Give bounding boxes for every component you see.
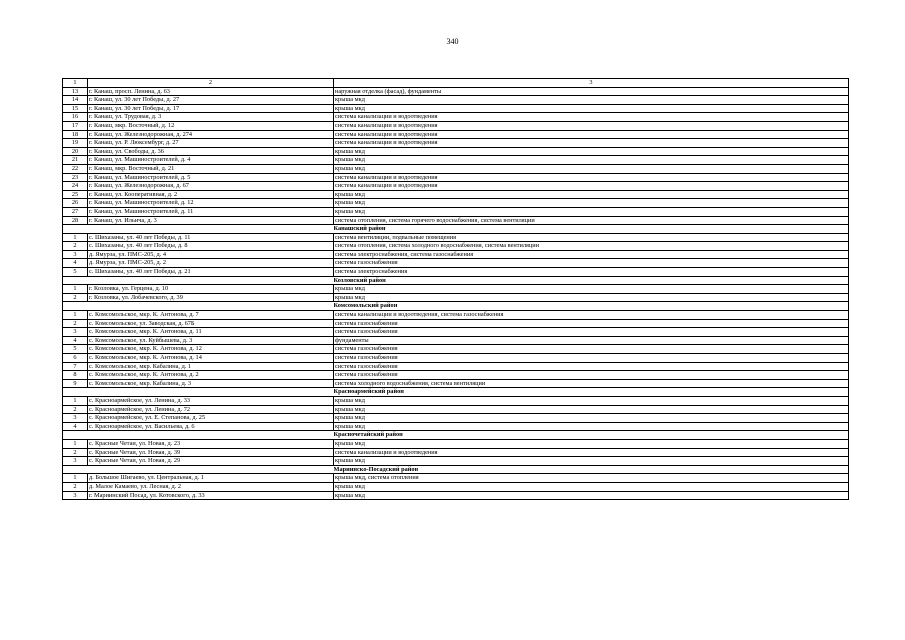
row-number: 13	[63, 87, 88, 96]
row-address: г. Канаш, ул. Машиностроителей, д. 12	[88, 199, 334, 208]
row-work-type: крыша мкд	[334, 96, 849, 105]
row-address: с. Красноармейское, ул. Васильева, д. 6	[88, 422, 334, 431]
table-row	[63, 268, 849, 277]
district-heading-spacer	[63, 465, 88, 474]
table-row	[63, 121, 849, 130]
row-address: с. Шихазаны, ул. 40 лет Победы, д. 8	[88, 242, 334, 251]
row-work-type: система газоснабжения	[334, 371, 849, 380]
row-number: 5	[63, 345, 88, 354]
row-address: г. Канаш, ул. Р. Люксембург, д. 27	[88, 139, 334, 148]
row-work-type: система канализации и водоотведения	[334, 448, 849, 457]
row-work-type: система электроснабжения, система газоснабжения	[334, 250, 849, 259]
district-heading-row	[63, 225, 849, 234]
table-row	[63, 405, 849, 414]
row-work-type: крыша мкд	[334, 207, 849, 216]
table-row	[63, 491, 849, 500]
table-row	[63, 328, 849, 337]
row-number: 21	[63, 156, 88, 165]
row-number: 19	[63, 139, 88, 148]
row-work-type: крыша мкд	[334, 156, 849, 165]
row-number: 4	[63, 259, 88, 268]
row-number: 23	[63, 173, 88, 182]
row-address: с. Комсомольское, ул. Заводская, д. 67Б	[88, 319, 334, 328]
row-address: с. Шихазаны, ул. 40 лет Победы, д. 21	[88, 268, 334, 277]
table-row	[63, 345, 849, 354]
row-address: с. Красноармейское, ул. Е. Степанова, д. 25	[88, 414, 334, 423]
row-address: г. Канаш, ул. Железнодорожная, д. 67	[88, 182, 334, 191]
row-number: 17	[63, 121, 88, 130]
table-row	[63, 216, 849, 225]
table-row	[63, 233, 849, 242]
row-number: 6	[63, 354, 88, 363]
row-number: 1	[63, 474, 88, 483]
row-number: 14	[63, 96, 88, 105]
table-row	[63, 250, 849, 259]
row-address: г. Козловка, ул. Герцена, д. 10	[88, 285, 334, 294]
table-row	[63, 182, 849, 191]
table-row	[63, 199, 849, 208]
row-work-type: система канализации и водоотведения, система газоснабжения	[334, 311, 849, 320]
row-number: 15	[63, 104, 88, 113]
column-header-2: 2	[88, 79, 334, 88]
district-heading-spacer	[63, 431, 88, 440]
district-heading-spacer	[88, 388, 334, 397]
row-address: г. Канаш, ул. Машиностроителей, д. 4	[88, 156, 334, 165]
table-row	[63, 319, 849, 328]
table-row	[63, 379, 849, 388]
row-work-type: крыша мкд	[334, 199, 849, 208]
row-work-type: система газоснабжения	[334, 259, 849, 268]
row-number: 28	[63, 216, 88, 225]
district-heading: Козловский район	[334, 276, 849, 285]
district-heading-spacer	[63, 225, 88, 234]
table-row	[63, 362, 849, 371]
district-heading-spacer	[63, 276, 88, 285]
row-work-type: крыша мкд	[334, 482, 849, 491]
row-work-type: система канализации и водоотведения	[334, 173, 849, 182]
row-number: 2	[63, 242, 88, 251]
row-number: 18	[63, 130, 88, 139]
district-heading-spacer	[88, 276, 334, 285]
row-address: г. Канаш, ул. Машиностроителей, д. 5	[88, 173, 334, 182]
district-heading-row	[63, 465, 849, 474]
row-number: 27	[63, 207, 88, 216]
row-number: 1	[63, 439, 88, 448]
row-work-type: крыша мкд	[334, 396, 849, 405]
row-number: 8	[63, 371, 88, 380]
row-work-type: наружная отделка (фасад), фундаменты	[334, 87, 849, 96]
row-address: с. Комсомольское, мкр. Кабалина, д. 3	[88, 379, 334, 388]
row-number: 25	[63, 190, 88, 199]
row-work-type: система газоснабжения	[334, 354, 849, 363]
district-heading: Канашский район	[334, 225, 849, 234]
table-row	[63, 285, 849, 294]
row-work-type: крыша мкд, система отопления	[334, 474, 849, 483]
table-row	[63, 130, 849, 139]
row-work-type: система отопления, система горячего водоснабжения, система вентиляции	[334, 216, 849, 225]
row-number: 3	[63, 328, 88, 337]
district-heading-row	[63, 431, 849, 440]
table-row	[63, 482, 849, 491]
table-row	[63, 104, 849, 113]
row-work-type: система канализации и водоотведения	[334, 121, 849, 130]
row-number: 1	[63, 311, 88, 320]
table-row	[63, 293, 849, 302]
table-row	[63, 164, 849, 173]
district-heading: Комсомольский район	[334, 302, 849, 311]
row-address: с. Комсомольское, мкр. К. Антонова, д. 2	[88, 371, 334, 380]
table-row	[63, 371, 849, 380]
row-number: 2	[63, 319, 88, 328]
row-address: г. Канаш, мкр. Восточный, д. 12	[88, 121, 334, 130]
row-work-type: система холодного водоснабжения, система вентиляции	[334, 379, 849, 388]
district-heading: Красноармейский район	[334, 388, 849, 397]
table-row	[63, 422, 849, 431]
district-heading-spacer	[88, 465, 334, 474]
row-number: 1	[63, 285, 88, 294]
row-number: 1	[63, 396, 88, 405]
row-address: с. Красноармейское, ул. Ленина, д. 33	[88, 396, 334, 405]
table-row	[63, 336, 849, 345]
district-heading-spacer	[88, 225, 334, 234]
row-work-type: система вентиляции, подвальные помещения	[334, 233, 849, 242]
row-work-type: система канализации и водоотведения	[334, 139, 849, 148]
row-number: 26	[63, 199, 88, 208]
row-address: с. Комсомольское, мкр. К. Антонова, д. 7	[88, 311, 334, 320]
row-address: с. Красные Четаи, ул. Новая, д. 23	[88, 439, 334, 448]
row-work-type: крыша мкд	[334, 439, 849, 448]
row-work-type: крыша мкд	[334, 293, 849, 302]
row-number: 1	[63, 233, 88, 242]
row-address: г. Канаш, ул. Ильича, д. 3	[88, 216, 334, 225]
row-work-type: система электроснабжения	[334, 268, 849, 277]
row-number: 2	[63, 448, 88, 457]
row-address: с. Комсомольское, мкр. К. Антонова, д. 14	[88, 354, 334, 363]
row-work-type: крыша мкд	[334, 405, 849, 414]
row-work-type: система газоснабжения	[334, 328, 849, 337]
row-work-type: крыша мкд	[334, 285, 849, 294]
row-work-type: система газоснабжения	[334, 319, 849, 328]
row-work-type: система канализации и водоотведения	[334, 182, 849, 191]
table-row	[63, 396, 849, 405]
row-number: 22	[63, 164, 88, 173]
row-number: 5	[63, 268, 88, 277]
row-number: 2	[63, 293, 88, 302]
row-address: г. Канаш, ул. 30 лет Победы, д. 27	[88, 96, 334, 105]
district-heading-spacer	[88, 302, 334, 311]
row-number: 2	[63, 405, 88, 414]
table-row	[63, 311, 849, 320]
row-work-type: крыша мкд	[334, 104, 849, 113]
table-row	[63, 147, 849, 156]
repair-register-table	[62, 78, 849, 500]
row-address: с. Красноармейское, ул. Ленина, д. 72	[88, 405, 334, 414]
row-work-type: крыша мкд	[334, 457, 849, 466]
table-row	[63, 242, 849, 251]
row-address: д. Большое Шигаево, ул. Центральная, д. 1	[88, 474, 334, 483]
row-address: г. Канаш, ул. Трудовая, д. 3	[88, 113, 334, 122]
row-number: 9	[63, 379, 88, 388]
table-row	[63, 439, 849, 448]
table-row	[63, 190, 849, 199]
row-number: 3	[63, 250, 88, 259]
row-address: с. Красные Четаи, ул. Новая, д. 39	[88, 448, 334, 457]
district-heading-spacer	[63, 388, 88, 397]
district-heading-row	[63, 302, 849, 311]
row-number: 3	[63, 457, 88, 466]
row-address: д. Малое Камаево, ул. Лесная, д. 2	[88, 482, 334, 491]
row-address: г. Канаш, ул. Машиностроителей, д. 11	[88, 207, 334, 216]
row-work-type: крыша мкд	[334, 164, 849, 173]
row-work-type: крыша мкд	[334, 422, 849, 431]
district-heading-spacer	[63, 302, 88, 311]
row-work-type: система газоснабжения	[334, 345, 849, 354]
row-work-type: крыша мкд	[334, 147, 849, 156]
row-number: 2	[63, 482, 88, 491]
row-address: с. Комсомольское, мкр. Кабалина, д. 1	[88, 362, 334, 371]
row-work-type: фундаменты	[334, 336, 849, 345]
row-address: г. Канаш, ул. Кооперативная, д. 2	[88, 190, 334, 199]
row-address: г. Канаш, просп. Ленина, д. 63	[88, 87, 334, 96]
column-header-3: 3	[334, 79, 849, 88]
table-row	[63, 87, 849, 96]
row-work-type: система газоснабжения	[334, 362, 849, 371]
row-address: д. Ямурза, ул. ПМС-205, д. 2	[88, 259, 334, 268]
district-heading-row	[63, 276, 849, 285]
row-address: с. Красные Четаи, ул. Новая, д. 29	[88, 457, 334, 466]
table-row	[63, 207, 849, 216]
row-address: с. Шихазаны, ул. 40 лет Победы, д. 11	[88, 233, 334, 242]
column-number-header-row	[63, 79, 849, 88]
table-body	[63, 79, 849, 500]
table-row	[63, 113, 849, 122]
row-address: г. Канаш, мкр. Восточный, д. 21	[88, 164, 334, 173]
row-number: 20	[63, 147, 88, 156]
row-work-type: крыша мкд	[334, 414, 849, 423]
row-number: 3	[63, 491, 88, 500]
table-row	[63, 156, 849, 165]
page-number: 340	[446, 37, 459, 46]
district-heading: Мариинско-Посадский район	[334, 465, 849, 474]
row-number: 4	[63, 336, 88, 345]
district-heading-spacer	[88, 431, 334, 440]
table-row	[63, 354, 849, 363]
row-work-type: система канализации и водоотведения	[334, 130, 849, 139]
row-work-type: система отопления, система холодного водоснабжения, система вентиляции	[334, 242, 849, 251]
row-address: д. Ямурза, ул. ПМС-205, д. 4	[88, 250, 334, 259]
row-number: 24	[63, 182, 88, 191]
row-address: г. Мариинский Посад, ул. Котовского, д. 33	[88, 491, 334, 500]
row-address: г. Канаш, ул. Свободы, д. 36	[88, 147, 334, 156]
row-address: с. Комсомольское, ул. Куйбышева, д. 3	[88, 336, 334, 345]
table-row	[63, 414, 849, 423]
table-row	[63, 173, 849, 182]
column-header-1: 1	[63, 79, 88, 88]
table-row	[63, 457, 849, 466]
row-address: г. Канаш, ул. 30 лет Победы, д. 17	[88, 104, 334, 113]
row-number: 3	[63, 414, 88, 423]
row-work-type: система канализации и водоотведения	[334, 113, 849, 122]
row-work-type: крыша мкд	[334, 491, 849, 500]
row-number: 16	[63, 113, 88, 122]
row-work-type: крыша мкд	[334, 190, 849, 199]
row-address: г. Канаш, ул. Железнодорожная, д. 274	[88, 130, 334, 139]
row-address: г. Козловка, ул. Лобачевского, д. 39	[88, 293, 334, 302]
table-row	[63, 139, 849, 148]
table-row	[63, 448, 849, 457]
row-number: 7	[63, 362, 88, 371]
district-heading-row	[63, 388, 849, 397]
district-heading: Красночетайский район	[334, 431, 849, 440]
row-address: с. Комсомольское, мкр. К. Антонова, д. 12	[88, 345, 334, 354]
table-row	[63, 474, 849, 483]
table-row	[63, 96, 849, 105]
table-row	[63, 259, 849, 268]
row-number: 4	[63, 422, 88, 431]
row-address: с. Комсомольское, мкр. К. Антонова, д. 11	[88, 328, 334, 337]
